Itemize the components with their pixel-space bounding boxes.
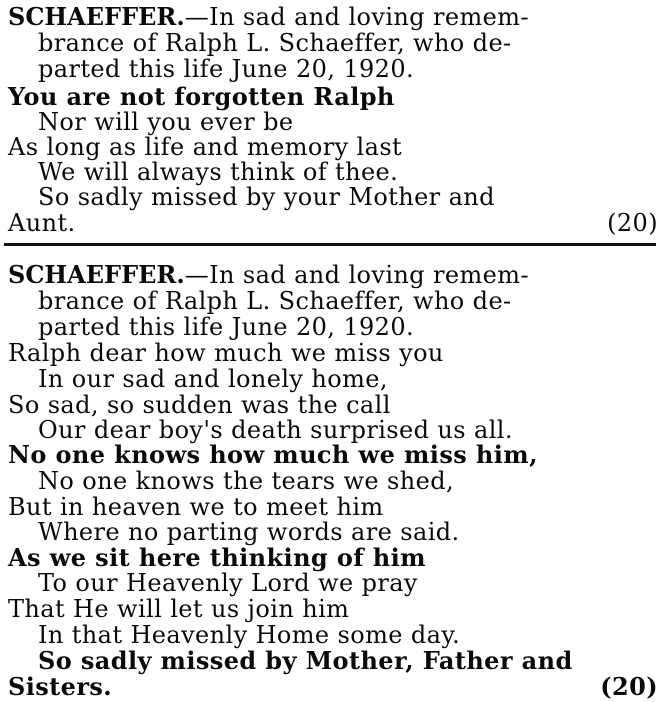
notice-1-heading-line <box>8 4 658 30</box>
notice-2-verse-line-8: Where no parting words are said. <box>38 518 460 546</box>
notice-1-verse-line-3: As long as life and memory last <box>8 133 403 161</box>
notice-1-intro-line-1: —In sad and loving remem- <box>184 3 529 31</box>
notice-1-closing-line: So sadly missed by your Mother and <box>38 183 495 211</box>
notice-2-verse-line-9: As we sit here thinking of him <box>8 543 426 572</box>
notice-2-intro-line-1: —In sad and loving remem- <box>184 261 529 289</box>
notice-2-verse-line-2: In our sad and lonely home, <box>38 365 388 393</box>
notice-2-heading: SCHAEFFER. <box>8 260 185 289</box>
notice-2-closing-row <box>8 674 658 700</box>
notice-1-price: (20) <box>607 209 658 237</box>
notice-2-closing-tail: Sisters. <box>8 672 113 701</box>
notice-2-heading-line <box>8 262 529 288</box>
notice-2-verse-line-12: In that Heavenly Home some day. <box>38 621 461 649</box>
notice-1-closing-row <box>8 210 658 236</box>
notice-2-verse-line-5: No one knows how much we miss him, <box>8 440 538 469</box>
notice-2-price: (20) <box>600 672 658 701</box>
notice-2-verse-line-7: But in heaven we to meet him <box>8 493 384 521</box>
notice-1-intro-line-2: brance of Ralph L. Schaeffer, who de- <box>38 29 512 57</box>
notice-2-verse-line-10: To our Heavenly Lord we pray <box>38 569 418 597</box>
notice-1-closing-tail: Aunt. <box>8 209 76 237</box>
notice-1-verse-line-4: We will always think of thee. <box>38 158 399 186</box>
notice-1-intro-line-3: parted this life June 20, 1920. <box>38 55 415 83</box>
notice-2-verse-line-1: Ralph dear how much we miss you <box>8 339 444 367</box>
notice-2-intro-line-2: brance of Ralph L. Schaeffer, who de- <box>38 287 512 315</box>
notice-2-verse-line-3: So sad, so sudden was the call <box>8 391 391 419</box>
notice-2-verse-line-6: No one knows the tears we shed, <box>38 467 455 495</box>
notice-1-verse-line-2: Nor will you ever be <box>38 108 294 136</box>
notice-2-intro-line-3: parted this life June 20, 1920. <box>38 313 415 341</box>
notice-1-verse-line-1: You are not forgotten Ralph <box>8 82 395 111</box>
notice-1-heading: SCHAEFFER. <box>8 2 185 31</box>
notice-2-closing-line: So sadly missed by Mother, Father and <box>38 646 573 675</box>
notice-divider-rule <box>4 243 656 246</box>
notice-2-verse-line-11: That He will let us join him <box>8 595 350 623</box>
notice-2-verse-line-4: Our dear boy's death surprised us all. <box>38 416 513 444</box>
